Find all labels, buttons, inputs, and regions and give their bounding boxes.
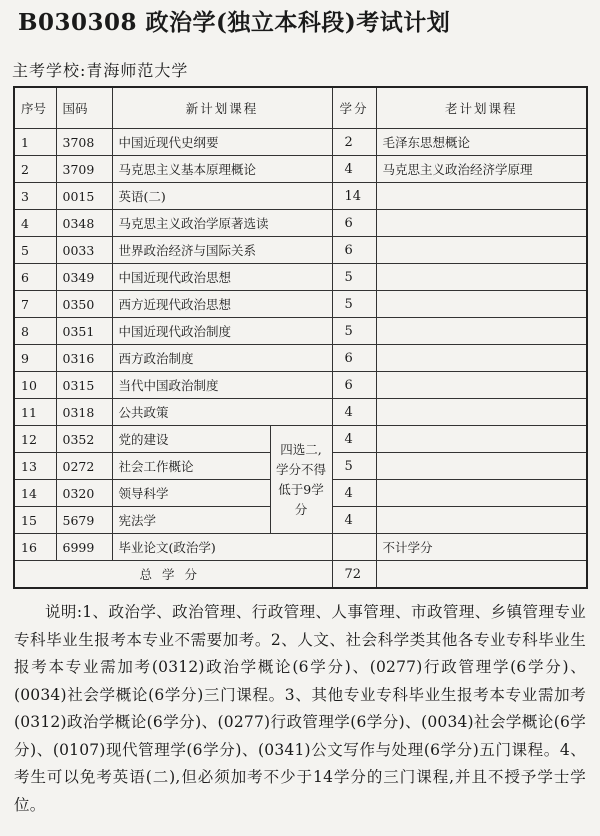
row-course: 党的建设 — [112, 426, 270, 453]
row-code: 0320 — [56, 480, 112, 507]
row-credits: 4 — [332, 426, 376, 453]
row-old-course: 不计学分 — [376, 534, 587, 561]
row-seq: 2 — [14, 156, 56, 183]
row-seq: 4 — [14, 210, 56, 237]
row-course: 公共政策 — [112, 399, 332, 426]
row-seq: 9 — [14, 345, 56, 372]
row-course: 马克思主义政治学原著选读 — [112, 210, 332, 237]
table-header-row — [14, 87, 587, 129]
row-code: 0015 — [56, 183, 112, 210]
row-old-course — [376, 480, 587, 507]
total-row — [14, 561, 587, 589]
table-row — [14, 426, 587, 453]
row-credits: 5 — [332, 264, 376, 291]
table-row — [14, 399, 587, 426]
total-label: 总学分 — [14, 561, 332, 589]
row-seq: 10 — [14, 372, 56, 399]
row-seq: 13 — [14, 453, 56, 480]
row-code: 0351 — [56, 318, 112, 345]
row-code: 3708 — [56, 129, 112, 156]
table-row — [14, 291, 587, 318]
row-credits: 4 — [332, 507, 376, 534]
row-course: 世界政治经济与国际关系 — [112, 237, 332, 264]
table-row — [14, 345, 587, 372]
header-seq: 序号 — [14, 87, 56, 129]
total-old-blank — [376, 561, 587, 589]
table-row — [14, 129, 587, 156]
table-row — [14, 183, 587, 210]
row-course: 毕业论文(政治学) — [112, 534, 332, 561]
exam-plan-table — [13, 86, 588, 589]
row-course: 中国近现代政治制度 — [112, 318, 332, 345]
row-old-course — [376, 426, 587, 453]
row-course: 马克思主义基本原理概论 — [112, 156, 332, 183]
row-course: 中国近现代政治思想 — [112, 264, 332, 291]
elective-note: 四选二,学分不得低于9学分 — [270, 426, 332, 534]
table-row — [14, 534, 587, 561]
row-course: 宪法学 — [112, 507, 270, 534]
row-seq: 7 — [14, 291, 56, 318]
table-row — [14, 372, 587, 399]
table-row — [14, 264, 587, 291]
row-old-course — [376, 372, 587, 399]
row-code: 0348 — [56, 210, 112, 237]
row-code: 0350 — [56, 291, 112, 318]
row-code: 0316 — [56, 345, 112, 372]
row-credits: 5 — [332, 453, 376, 480]
row-old-course — [376, 264, 587, 291]
header-old-course: 老计划课程 — [376, 87, 587, 129]
header-new-course: 新计划课程 — [112, 87, 332, 129]
row-credits: 5 — [332, 291, 376, 318]
row-credits: 6 — [332, 345, 376, 372]
total-credits: 72 — [332, 561, 376, 589]
table-row — [14, 318, 587, 345]
page-title: B030308 政治学(独立本科段)考试计划 — [18, 9, 451, 36]
row-seq: 16 — [14, 534, 56, 561]
row-seq: 1 — [14, 129, 56, 156]
row-old-course — [376, 210, 587, 237]
header-code: 国码 — [56, 87, 112, 129]
row-old-course — [376, 237, 587, 264]
row-credits: 4 — [332, 480, 376, 507]
row-course: 英语(二) — [112, 183, 332, 210]
row-credits: 4 — [332, 399, 376, 426]
table-row — [14, 237, 587, 264]
row-old-course — [376, 453, 587, 480]
row-old-course — [376, 291, 587, 318]
row-seq: 11 — [14, 399, 56, 426]
header-credits: 学分 — [332, 87, 376, 129]
host-school: 主考学校:青海师范大学 — [12, 61, 189, 80]
row-credits: 5 — [332, 318, 376, 345]
row-credits: 2 — [332, 129, 376, 156]
row-course: 当代中国政治制度 — [112, 372, 332, 399]
row-seq: 12 — [14, 426, 56, 453]
row-old-course — [376, 507, 587, 534]
row-seq: 15 — [14, 507, 56, 534]
row-seq: 6 — [14, 264, 56, 291]
row-course: 领导科学 — [112, 480, 270, 507]
row-old-course — [376, 318, 587, 345]
row-code: 0318 — [56, 399, 112, 426]
row-code: 5679 — [56, 507, 112, 534]
row-old-course — [376, 345, 587, 372]
row-code: 0315 — [56, 372, 112, 399]
row-old-course: 马克思主义政治经济学原理 — [376, 156, 587, 183]
row-code: 0272 — [56, 453, 112, 480]
notes-paragraph: 说明:1、政治学、政治管理、行政管理、人事管理、市政管理、乡镇管理专业专科毕业生报考本专业不需要加考。2、人文、社会科学类其他各专业专科毕业生报考本专业需加考(0312)政治学概论(6学分)、(0277)行政管理学(6学分)、(0034)社会学概论(6学分)三门课程。3、其他专业专科毕业生报考本专业需加考(0312)政治学概论(6学分)、(0277)行政管理学(6学分)、(0034)社会学概论(6学分)、(0107)现代管理学(6学分)、(0341)公文写作与处理(6学分)五门课程。4、考生可以免考英语(二),但必须加考不少于14学分的三门课程,并且不授予学士学位。 — [14, 603, 586, 814]
row-code: 3709 — [56, 156, 112, 183]
row-code: 0349 — [56, 264, 112, 291]
row-code: 6999 — [56, 534, 112, 561]
table-row — [14, 156, 587, 183]
row-old-course: 毛泽东思想概论 — [376, 129, 587, 156]
row-credits: 4 — [332, 156, 376, 183]
row-credits: 6 — [332, 237, 376, 264]
row-credits — [332, 534, 376, 561]
row-credits: 6 — [332, 210, 376, 237]
row-credits: 14 — [332, 183, 376, 210]
row-old-course — [376, 183, 587, 210]
row-credits: 6 — [332, 372, 376, 399]
row-course: 中国近现代史纲要 — [112, 129, 332, 156]
row-code: 0033 — [56, 237, 112, 264]
row-course: 西方近现代政治思想 — [112, 291, 332, 318]
row-seq: 14 — [14, 480, 56, 507]
row-seq: 8 — [14, 318, 56, 345]
row-seq: 5 — [14, 237, 56, 264]
row-seq: 3 — [14, 183, 56, 210]
row-old-course — [376, 399, 587, 426]
row-code: 0352 — [56, 426, 112, 453]
row-course: 西方政治制度 — [112, 345, 332, 372]
table-row — [14, 210, 587, 237]
row-course: 社会工作概论 — [112, 453, 270, 480]
